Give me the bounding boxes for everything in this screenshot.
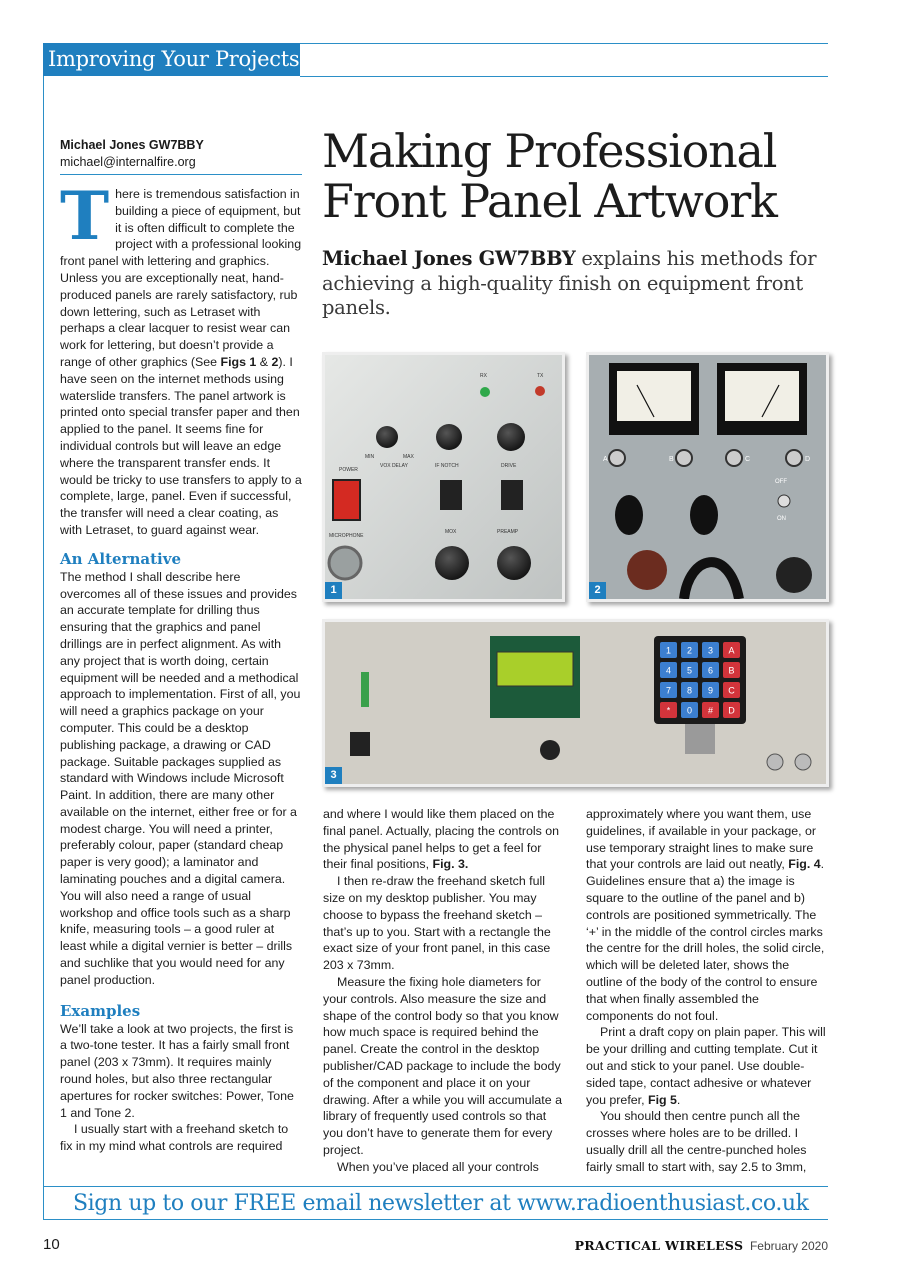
- paragraph: You should then centre punch all the crosses where holes are to be drilled. I usually drill all the centre-punched holes fairly small to start with, say 2.5 to 3mm,: [586, 1109, 807, 1174]
- paragraph: The method I shall describe here overcomes all of these issues and provides an accurate template for drilling thus ensuring that the graphics and panel drillings are in perfect alignment. As with any project that is worth doing, certain equipment will be needed and a methodical approach to implementation. First of all, you will need a graphics package on your computer. This could be a desktop publishing package, a drawing or CAD package. Suitable packages supplied as standard with Windows include Microsoft Paint. In addition, there are many other available on the internet, either free or for a modest charge. You will need a printer, preferably colour, paper (standard cheap paper is very good); a laminator and laminating pouches and a digital camera. You will also need a range of usual workshop and office tools such as a sharp knife, measuring tools – a good ruler at least while a digital vernier is better – drills and suchlike that you would need for any panel production.: [60, 569, 301, 987]
- knob-icon: [497, 423, 525, 451]
- fig-ref: Fig. 4: [788, 857, 821, 872]
- keypad-key-label: 2: [686, 645, 693, 656]
- intro-amp: &: [256, 354, 272, 369]
- terminal-icon: [609, 450, 625, 466]
- column-1: [60, 177, 302, 1155]
- tx-led: [535, 386, 545, 396]
- encoder-icon: [540, 740, 560, 760]
- standfirst-author: Michael Jones GW7BBY: [322, 247, 576, 270]
- paragraph: I then re-draw the freehand sketch full size on my desktop publisher. You may choose to bypass the freehand sketch – that’s up to you. Start with a rectangle the exact size of your front panel, in this case 203 x 73mm.: [323, 874, 551, 973]
- keypad-key-label: C: [728, 685, 735, 696]
- label-b: B: [669, 456, 674, 463]
- label-mox: MOX: [445, 529, 457, 535]
- keypad-key-label: 6: [707, 665, 714, 676]
- page-number: 10: [43, 1236, 60, 1253]
- keypad-key-label: B: [728, 665, 735, 676]
- intro-text: here is tremendous satisfaction in building a piece of equipment, but it is often difficult to complete the project with a professional looking front panel with lettering and graphics. Unless you are exceptionally neat, hand-produced panels are rarely satisfactory, rub down lettering, such as Letraset with perhaps a clear lacquer to resist wear can work for lettering, but doesn’t provide a range of other graphics (See: [60, 187, 302, 369]
- paragraph: [586, 806, 829, 1024]
- byline-author: Michael Jones GW7BBY: [60, 138, 204, 152]
- figure-number: 1: [325, 582, 342, 599]
- knob-icon: [690, 495, 718, 535]
- section-tab: Improving Your Projects: [43, 43, 300, 76]
- paragraph-text: .: [676, 1092, 681, 1107]
- label-tx: TX: [537, 373, 544, 379]
- keypad-key-label: #: [707, 705, 714, 716]
- rocker-switch: [501, 480, 523, 510]
- terminal-icon: [676, 450, 692, 466]
- socket-icon: [795, 754, 811, 770]
- fig-ref: Figs 1: [220, 354, 257, 369]
- keypad-key-label: 9: [707, 685, 714, 696]
- keypad-key-label: 5: [686, 665, 693, 676]
- keypad-ribbon: [685, 724, 715, 754]
- label-c: C: [745, 456, 751, 463]
- paragraph: When you’ve placed all your controls: [337, 1159, 539, 1174]
- column-3: [586, 806, 829, 1176]
- paragraph: I usually start with a freehand sketch to fix in my mind what controls are required: [60, 1122, 289, 1154]
- magazine-credit: [575, 1238, 828, 1253]
- paragraph-text: Print a draft copy on plain paper. This will be your drilling and cutting template. Cut it out and stick to your panel. Use double-sided tape, contact adhesive or whatever you prefer,: [586, 1025, 826, 1107]
- rx-led: [480, 387, 490, 397]
- label-microphone: MICROPHONE: [329, 533, 364, 539]
- paragraph: We’ll take a look at two projects, the first is a two-tone tester. It has a fairly small front panel (203 x 73mm). It requires mainly round holes, but also three rectangular apertures for rocker switches: Power, Tone 1 and Tone 2.: [60, 1021, 294, 1120]
- left-margin-rule: [43, 76, 44, 1220]
- intro-text-end: ). I have seen on the internet methods using waterslide transfers. The panel artwork is printed onto special transfer paper and then applied to the panel. It seems fine for individual controls but will leave an edge where the transparent transfer ends. It would be tricky to use transfers to apply to a complete, large, panel. Even if successful, the transfer will need a clear coating, as with Letraset, to guard against wear.: [60, 354, 302, 537]
- label-a: A: [603, 456, 608, 463]
- keypad-key-label: *: [666, 705, 671, 716]
- label-vox: VOX DELAY: [380, 463, 408, 469]
- rocker-switch: [440, 480, 462, 510]
- label-min: MIN: [365, 454, 375, 460]
- keypad-key-label: 3: [707, 645, 714, 656]
- figure-1-photo: [322, 352, 565, 602]
- label-off: OFF: [775, 479, 787, 485]
- label-d: D: [805, 456, 811, 463]
- label-on: ON: [777, 516, 786, 522]
- connector-icon: [776, 557, 812, 593]
- newsletter-banner[interactable]: Sign up to our FREE email newsletter at www.radioenthusiast.co.uk: [73, 1191, 809, 1216]
- knob-icon: [615, 495, 643, 535]
- socket-icon: [767, 754, 783, 770]
- subhead-alternative: An Alternative: [60, 549, 181, 568]
- figure-number: 3: [325, 767, 342, 784]
- keypad-key-label: 4: [665, 665, 672, 676]
- figure-3-photo: [322, 619, 829, 787]
- standfirst: [322, 247, 827, 321]
- fig1-panel-illustration: [325, 355, 562, 599]
- terminal-icon: [786, 450, 802, 466]
- label-max: MAX: [403, 454, 414, 460]
- footer-rule-lower: [43, 1219, 828, 1220]
- fig-ref: Fig. 3.: [432, 857, 469, 872]
- meter-face: [725, 371, 799, 421]
- connector-icon: [627, 550, 667, 590]
- label-preamp: PREAMP: [497, 529, 519, 535]
- label-notch: IF NOTCH: [435, 463, 459, 469]
- rocker-switch: [350, 732, 370, 756]
- article-title: Making Professional Front Panel Artwork: [322, 124, 777, 228]
- column-2: [323, 806, 566, 1176]
- fig-ref: 2: [271, 354, 279, 369]
- fig3-panel-illustration: [325, 622, 826, 784]
- meter-face: [617, 371, 691, 421]
- mic-socket: [329, 547, 361, 579]
- led-holder: [361, 672, 369, 707]
- subhead-examples: Examples: [60, 1001, 141, 1020]
- paragraph: [586, 1024, 829, 1108]
- header-rule-lower: [300, 76, 828, 77]
- byline-email: michael@internalfire.org: [60, 155, 196, 169]
- paragraph: Measure the fixing hole diameters for your controls. Also measure the size and shape of the control body so that you know how much space is required behind the panel. Create the control in the desktop publisher/CAD package to include the body of the component and place it on your drawing. After a while you will accumulate a library of frequently used controls so that you don’t have to generate them for every project.: [323, 974, 562, 1157]
- knob-icon: [497, 546, 531, 580]
- paragraph-text: and where I would like them placed on the final panel. Actually, placing the controls on the physical panel helps to get a feel for their final positions,: [323, 807, 560, 872]
- keypad-key-label: 7: [665, 685, 672, 696]
- paragraph-text: . Guidelines ensure that a) the image is square to the outline of the panel and b) controls are positioned symmetrically. The ‘+’ in the middle of the control circles marks the centre for the drill holes, the solid circle, which will be deleted later, shows the outline of the body of the control to ensure that when finally assembled the components do not foul.: [586, 857, 825, 1023]
- magazine-name: PRACTICAL WIRELESS: [574, 1238, 744, 1253]
- keypad-key-label: 0: [686, 705, 693, 716]
- fig-ref: Fig 5: [648, 1092, 677, 1107]
- knob-icon: [376, 426, 398, 448]
- keypad-key-label: A: [728, 645, 735, 656]
- standfirst-text: explains his methods for achieving a high-quality finish on equipment front panels.: [322, 247, 817, 319]
- figure-number: 2: [589, 582, 606, 599]
- figure-2-photo: [586, 352, 829, 602]
- power-switch: [333, 480, 360, 520]
- terminal-icon: [726, 450, 742, 466]
- knob-icon: [436, 424, 462, 450]
- fig2-panel-illustration: [589, 355, 826, 599]
- paragraph: [323, 806, 566, 873]
- byline-rule: [60, 174, 302, 175]
- drop-cap: T: [60, 177, 110, 255]
- label-rx: RX: [480, 373, 487, 379]
- label-drive: DRIVE: [501, 463, 517, 469]
- intro-paragraph: [60, 177, 302, 539]
- toggle-switch: [778, 495, 790, 507]
- issue-date: February 2020: [749, 1239, 828, 1253]
- knob-icon: [435, 546, 469, 580]
- keypad-key-label: 8: [686, 685, 693, 696]
- keypad-key-label: D: [728, 705, 735, 716]
- keypad-key-label: 1: [665, 645, 672, 656]
- paragraph-text: approximately where you want them, use guidelines, if available in your package, or use temporary straight lines to make sure that your controls are laid out neatly,: [586, 807, 817, 872]
- lcd-display: [497, 652, 573, 686]
- footer-rule: [43, 1186, 828, 1187]
- label-power: POWER: [339, 467, 358, 473]
